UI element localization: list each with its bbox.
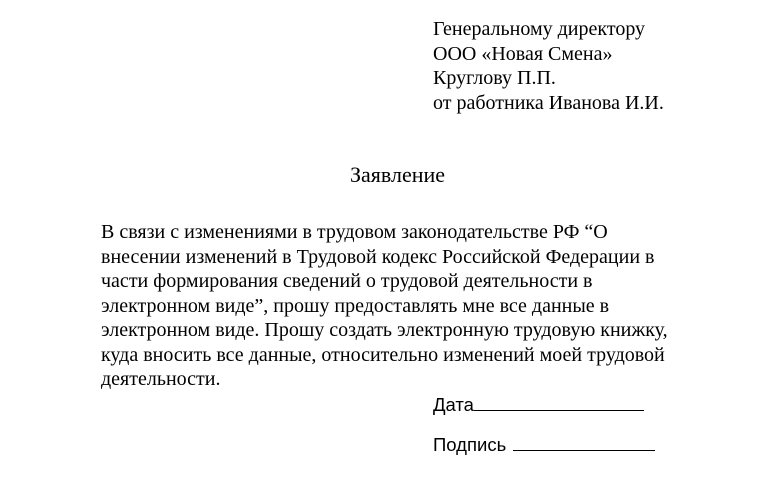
date-field <box>433 392 644 416</box>
signature-label: Подпись <box>433 434 507 455</box>
body-line: куда вносить все данные, относительно изменений моей трудовой <box>101 343 665 366</box>
addressee-line-sender: от работника Иванова И.И. <box>433 91 664 114</box>
body-line: части формирования сведений о трудовой деятельности в <box>101 270 593 292</box>
addressee-line-name: Круглову П.П. <box>433 67 556 89</box>
body-line: электронном виде. Прошу создать электронную трудовую книжку, <box>101 319 668 341</box>
statement-body <box>101 220 701 392</box>
document-title: Заявление <box>349 162 446 187</box>
addressee-line-company: ООО «Новая Смена» <box>433 42 613 65</box>
body-line: В связи с изменениями в трудовом законодательстве РФ “О <box>101 221 608 243</box>
date-blank-line <box>474 392 644 411</box>
body-line: внесении изменений в Трудовой кодекс Российской Федерации в <box>101 245 655 268</box>
signature-field <box>433 432 655 456</box>
date-label: Дата <box>433 394 474 415</box>
signature-blank-line <box>513 432 655 451</box>
body-line: электронном виде”, прошу предоставлять мне все данные в <box>101 294 610 317</box>
addressee-line-position: Генеральному директору <box>433 18 646 40</box>
body-line: деятельности. <box>101 368 221 390</box>
addressee-block <box>433 17 753 115</box>
